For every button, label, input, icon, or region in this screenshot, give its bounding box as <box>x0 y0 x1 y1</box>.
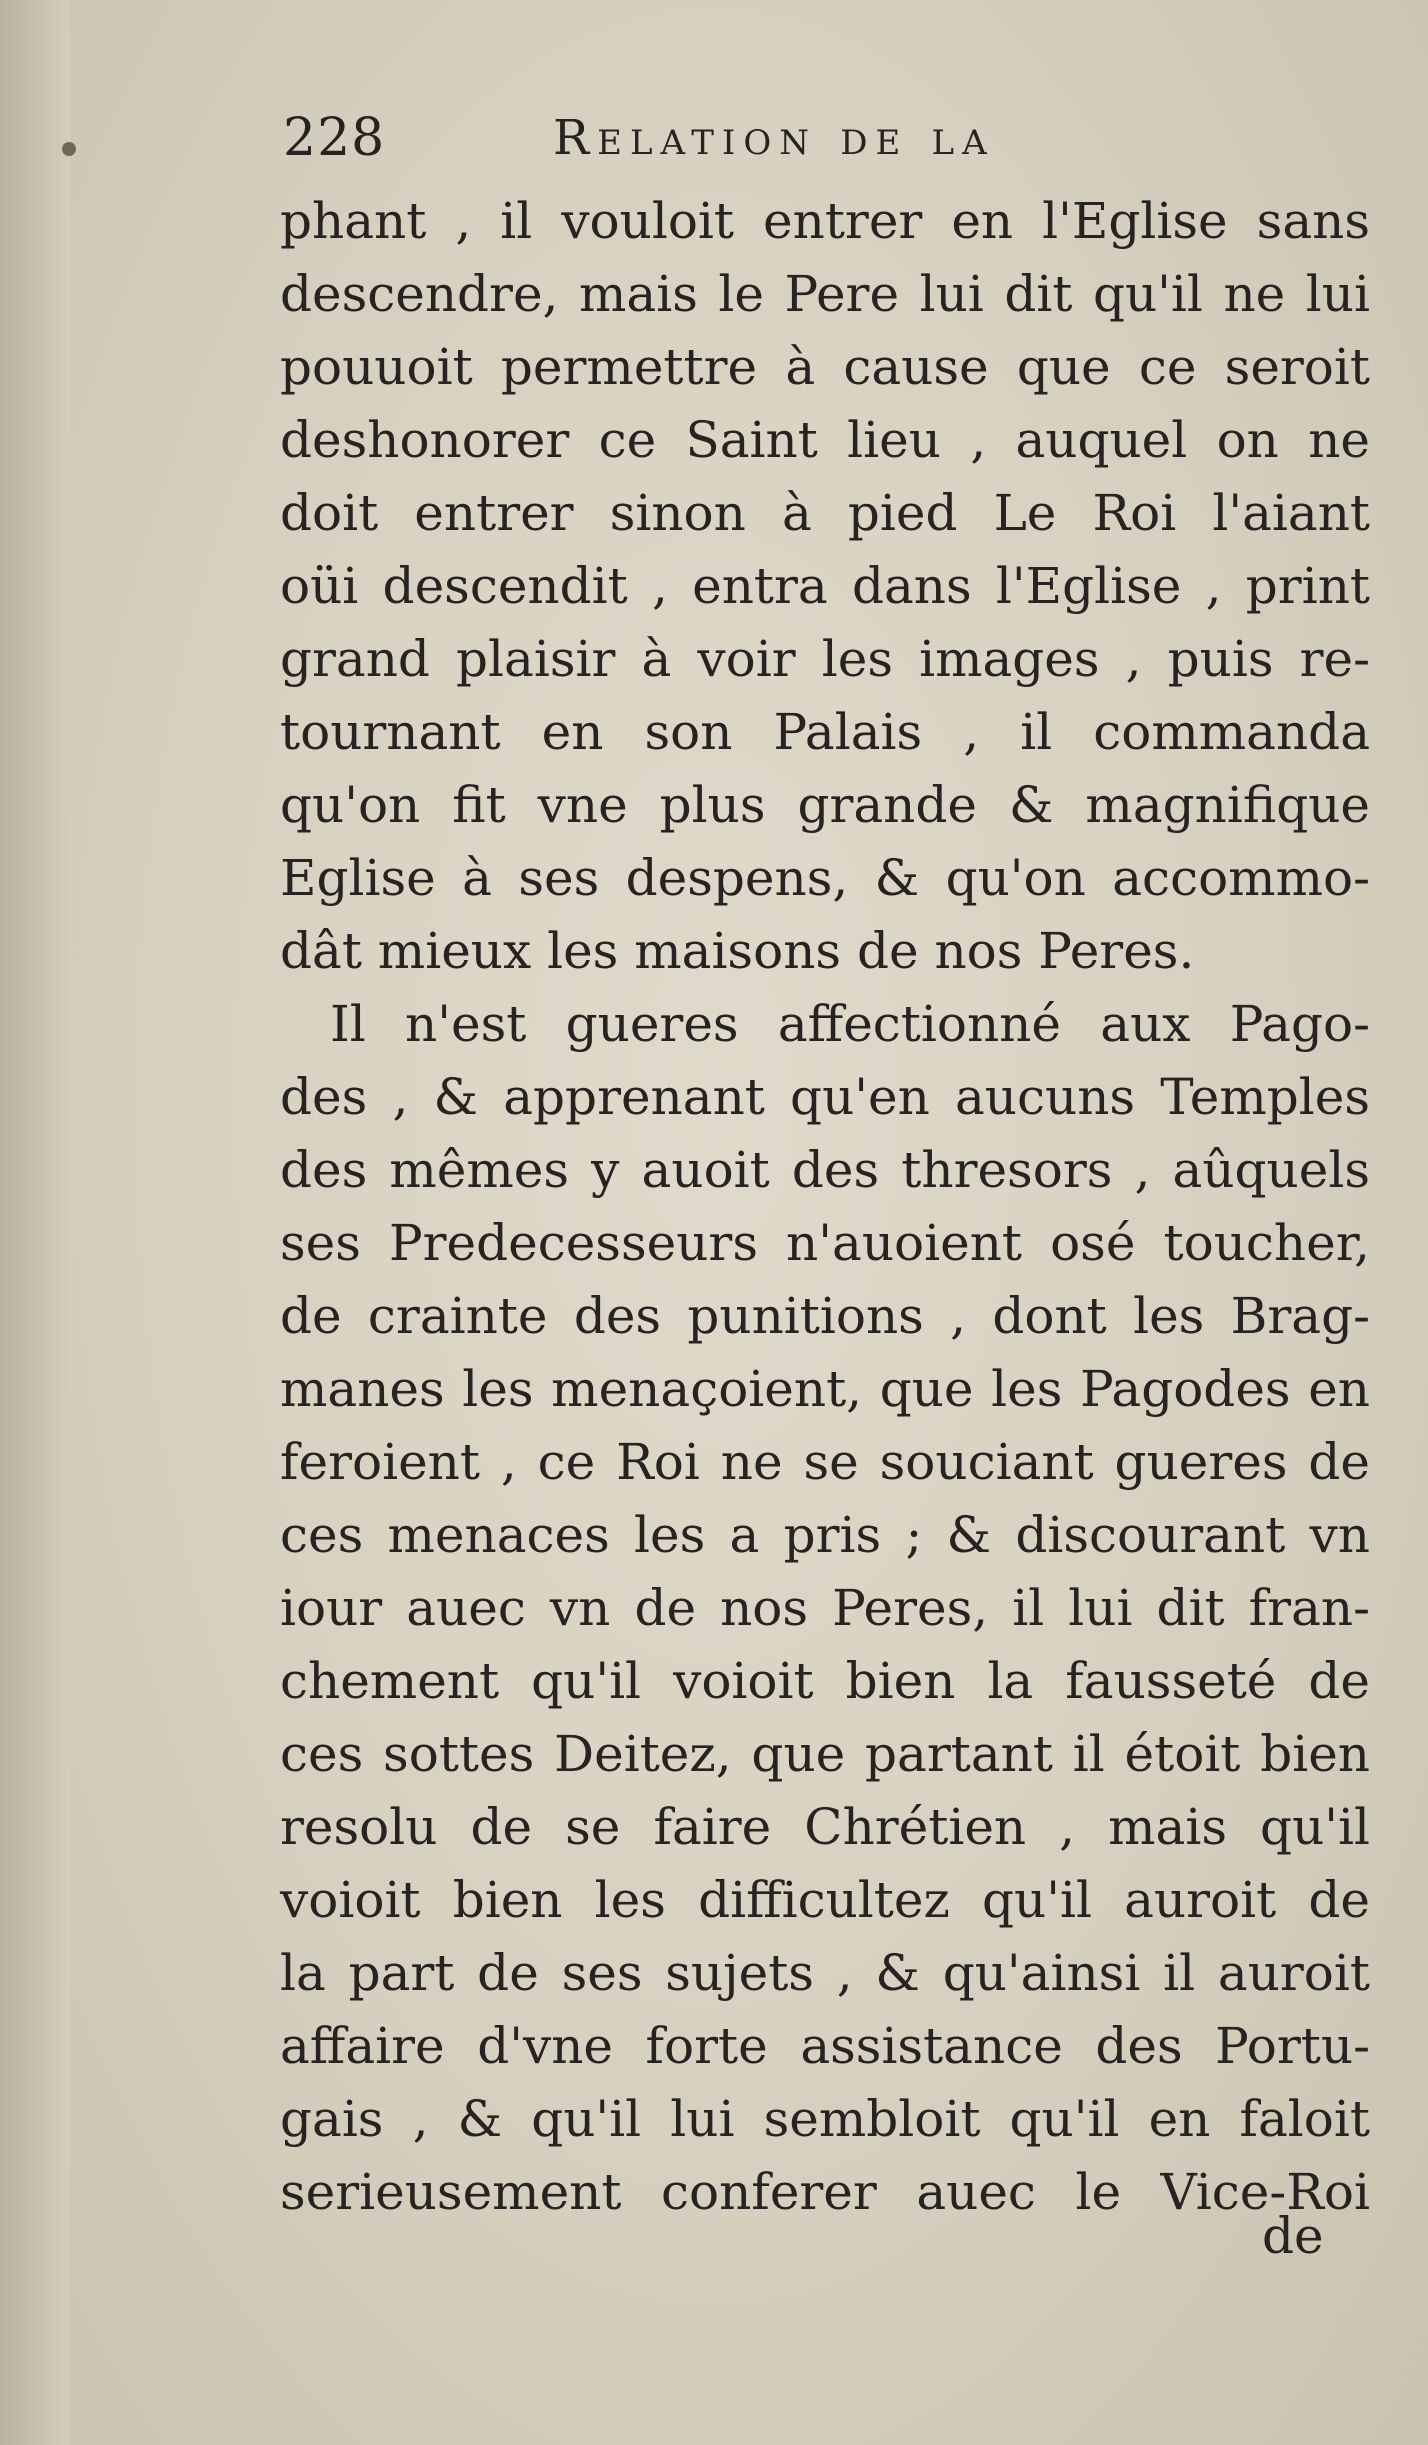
text-line: affaire d'vne forte assistance des Portu- <box>280 2017 1370 2075</box>
text-line: de crainte des punitions , dont les Brag- <box>280 1287 1370 1345</box>
text-line: qu'on fit vne plus grande & magnifique <box>280 776 1370 834</box>
text-line: phant , il vouloit entrer en l'Eglise sans <box>280 192 1370 250</box>
text-line: grand plaisir à voir les images , puis re- <box>280 630 1370 688</box>
text-line: serieusement conferer auec le Vice-Roi <box>280 2163 1370 2221</box>
paragraph-start-line: Il n'est gueres affectionné aux Pago- <box>330 995 1370 1053</box>
text-line: descendre, mais le Pere lui dit qu'il ne lui <box>280 265 1370 323</box>
text-line: resolu de se faire Chrétien , mais qu'il <box>280 1798 1370 1856</box>
text-line: dât mieux les maisons de nos Peres. <box>280 922 1195 980</box>
text-line: des mêmes y auoit des thresors , aûquels <box>280 1141 1370 1199</box>
text-line: des , & apprenant qu'en aucuns Temples <box>280 1068 1370 1126</box>
ink-spot <box>62 142 76 156</box>
text-line: doit entrer sinon à pied Le Roi l'aiant <box>280 484 1370 542</box>
text-line: ses Predecesseurs n'auoient osé toucher, <box>280 1214 1370 1272</box>
text-line: tournant en son Palais , il commanda <box>280 703 1370 761</box>
text-line: manes les menaçoient, que les Pagodes en <box>280 1360 1370 1418</box>
text-line: chement qu'il voioit bien la fausseté de <box>280 1652 1370 1710</box>
text-line: ces sottes Deitez, que partant il étoit bien <box>280 1725 1370 1783</box>
text-line: Eglise à ses despens, & qu'on accommo- <box>280 849 1370 907</box>
text-line: voioit bien les difficultez qu'il auroit de <box>280 1871 1370 1929</box>
text-line: oüi descendit , entra dans l'Eglise , print <box>280 557 1370 615</box>
body-text <box>280 185 1370 2229</box>
text-line: feroient , ce Roi ne se souciant gueres de <box>280 1433 1370 1491</box>
page-number: 228 <box>283 108 386 168</box>
catchword: de <box>1262 2207 1324 2265</box>
text-line: deshonorer ce Saint lieu , auquel on ne <box>280 411 1370 469</box>
text-line: iour auec vn de nos Peres, il lui dit fran- <box>280 1579 1370 1637</box>
text-line: gais , & qu'il lui sembloit qu'il en faloit <box>280 2090 1370 2148</box>
page-header <box>283 108 1283 168</box>
text-line: pouuoit permettre à cause que ce seroit <box>280 338 1370 396</box>
text-line: la part de ses sujets , & qu'ainsi il auroit <box>280 1944 1370 2002</box>
running-head: Relation de la <box>553 110 995 166</box>
text-line: ces menaces les a pris ; & discourant vn <box>280 1506 1370 1564</box>
page-gutter-shadow <box>0 0 70 2445</box>
